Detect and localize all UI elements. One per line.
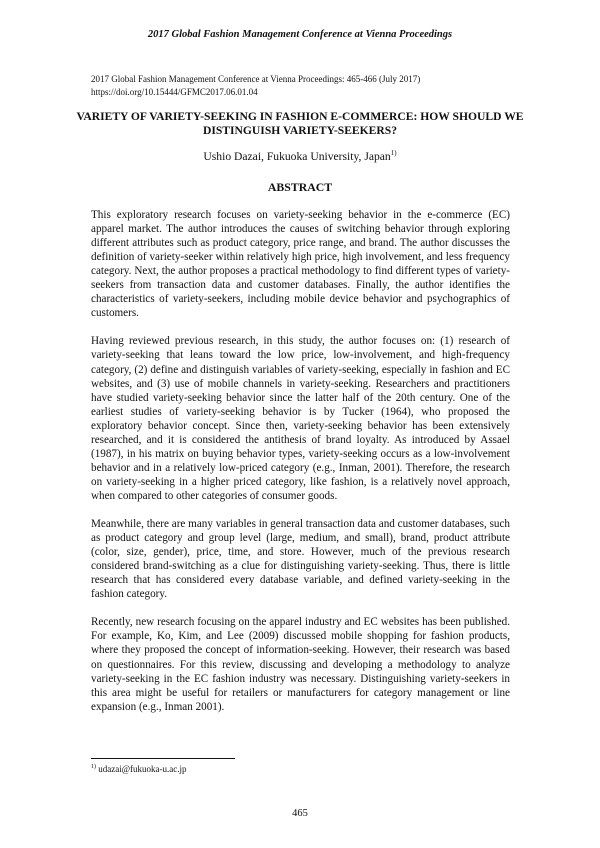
citation-line: 2017 Global Fashion Management Conference at Vienna Proceedings: 465-466 (July 2017)	[91, 74, 421, 84]
citation-block	[91, 73, 511, 99]
footnote-email[interactable]: udazai@fukuoka-u.ac.jp	[98, 764, 187, 774]
doi-link[interactable]: https://doi.org/10.15444/GFMC2017.06.01.04	[91, 87, 258, 97]
author-line	[0, 149, 600, 163]
page-number: 465	[292, 808, 308, 819]
paragraph: Meanwhile, there are many variables in general transaction data and customer databases, such as product category and group level (large, medium, and small), brand, product attribute (color, size, gender), price, time, and store. However, much of the previous research considered brand-switching as a clue for distinguishing variety-seeking. Thus, there is little research that has considered every database variable, and defined variety-seeking in the fashion category.	[91, 518, 510, 601]
paragraph: Recently, new research focusing on the apparel industry and EC websites has been published. For example, Ko, Kim, and Lee (2009) discussed mobile shopping for fashion products, where they proposed the concept of information-seeking. However, their research was based on questionnaires. For this review, discussing and developing a methodology to analyze variety-seeking in the EC fashion industry was necessary. Distinguishing variety-seekers in this area might be useful for retailers or manufacturers for category management or line expansion (e.g., Inman 2001).	[91, 616, 510, 713]
paragraph: Having reviewed previous research, in this study, the author focuses on: (1) research of variety-seeking that leans toward the low price, low-involvement, and high-frequency category, (2) define and distinguish variables of variety-seeking, especially in fashion and EC websites, and (3) use of mobile channels in variety-seeking. Researchers and practitioners have studied variety-seeking behavior since the latter half of the 20th century. One of the earliest studies of variety-seeking behavior is by Tucker (1964), who proposed the exploratory behavior concept. Since then, variety-seeking behavior has been extensively researched, and it is considered the antithesis of brand loyalty. As introduced by Assael (1987), in his matrix on buying behavior types, variety-seeking occurs as a low-involvement behavior and in a relatively low-priced category (e.g., Inman, 2001). Therefore, the research on variety-seeking in a higher priced category, like fashion, is a relatively novel approach, when compared to other categories of consumer goods.	[91, 335, 510, 502]
abstract-body	[91, 208, 510, 728]
author-name: Ushio Dazai, Fukuoka University, Japan	[203, 149, 391, 163]
footnote-mark: 1)	[91, 764, 96, 770]
paper-title: VARIETY OF VARIETY-SEEKING IN FASHION E-COMMERCE: HOW SHOULD WE DISTINGUISH VARIETY-SEEKERS?	[76, 110, 524, 137]
abstract-heading: ABSTRACT	[267, 180, 333, 194]
footnote-divider	[91, 758, 235, 759]
running-head: 2017 Global Fashion Management Conference at Vienna Proceedings	[147, 29, 453, 40]
author-footnote-mark: 1)	[390, 149, 397, 157]
footnote	[91, 764, 187, 774]
paragraph: This exploratory research focuses on variety-seeking behavior in the e-commerce (EC) apparel market. The author introduces the causes of switching behavior through exploring different attributes such as product category, price range, and brand. The author discusses the definition of variety-seeker within relatively high price, high involvement, and less frequency category. Next, the author proposes a practical methodology to find different types of variety-seekers from transaction data and customer databases. Finally, the author identifies the characteristics of variety-seekers, including mobile device behavior and psychographics of customers.	[91, 209, 510, 320]
